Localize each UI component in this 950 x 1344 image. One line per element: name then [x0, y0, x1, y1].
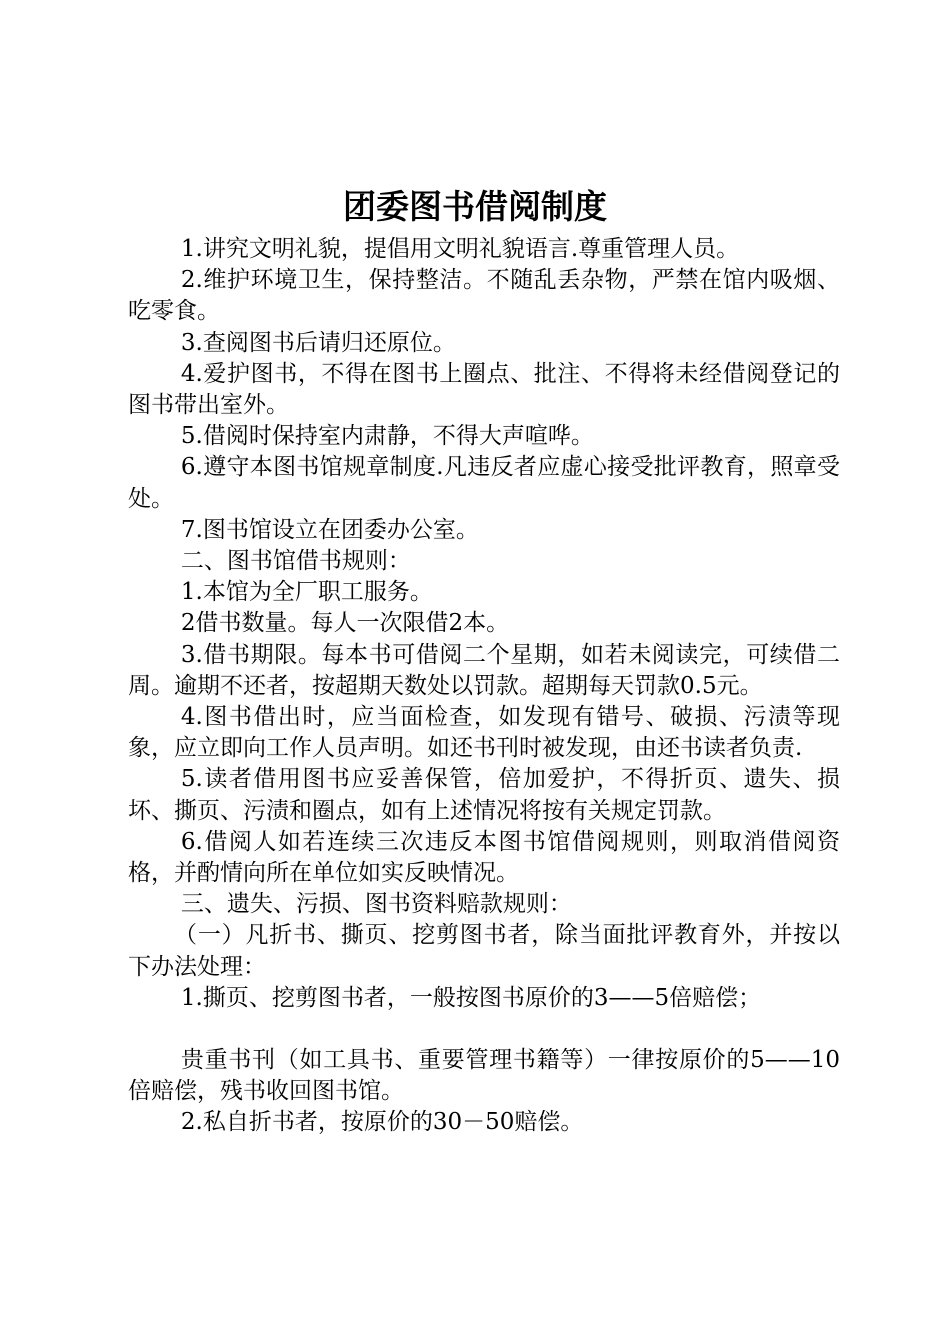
paragraph: 2.维护环境卫生，保持整洁。不随乱丢杂物，严禁在馆内吸烟、吃零食。 [128, 267, 840, 325]
paragraph: 1.撕页、挖剪图书者，一般按图书原价的3——5倍赔偿； [180, 984, 762, 1011]
paragraph: 4.图书借出时，应当面检查，如发现有错号、破损、污渍等现象，应立即向工作人员声明。如还书刊时被发现，由还书读者负责. [128, 704, 840, 762]
paragraph: 1.讲究文明礼貌，提倡用文明礼貌语言.尊重管理人员。 [180, 236, 740, 262]
paragraph: 3.借书期限。每本书可借阅二个星期，如若未阅读完，可续借二周。逾期不还者，按超期天数处以罚款。超期每天罚款0.5元。 [128, 641, 840, 699]
paragraph: 3.查阅图书后请归还原位。 [180, 329, 456, 356]
paragraph: 7.图书馆设立在团委办公室。 [180, 516, 479, 543]
document-title: 团委图书借阅制度 [343, 187, 607, 226]
blank-line [128, 1014, 840, 1045]
paragraph: 2借书数量。每人一次限借2本。 [180, 610, 510, 637]
paragraph: 5.借阅时保持室内肃静，不得大声喧哗。 [180, 423, 594, 450]
paragraph: 4.爱护图书，不得在图书上圈点、批注、不得将未经借阅登记的图书带出室外。 [128, 360, 840, 419]
paragraph: 5.读者借用图书应妥善保管，倍加爱护，不得折页、遗失、损坏、撕页、污渍和圈点，如有上述情况将按有关规定罚款。 [128, 766, 840, 824]
paragraph: 6.遵守本图书馆规章制度.凡违反者应虚心接受批评教育，照章受处。 [128, 454, 840, 512]
paragraph: 2.私自折书者，按原价的30－50赔偿。 [180, 1109, 584, 1136]
paragraph: （一）凡折书、撕页、挖剪图书者，除当面批评教育外，并按以下办法处理： [128, 922, 840, 980]
paragraph: 1.本馆为全厂职工服务。 [180, 579, 433, 606]
section-heading: 二、图书馆借书规则： [180, 548, 411, 575]
paragraph: 贵重书刊（如工具书、重要管理书籍等）一律按原价的5——10倍赔偿，残书收回图书馆。 [128, 1047, 840, 1105]
paragraph: 6.借阅人如若连续三次违反本图书馆借阅规则，则取消借阅资格，并酌情向所在单位如实反映情况。 [128, 828, 840, 887]
section-heading: 三、遗失、污损、图书资料赔款规则： [180, 891, 572, 918]
document-body [128, 234, 840, 1139]
